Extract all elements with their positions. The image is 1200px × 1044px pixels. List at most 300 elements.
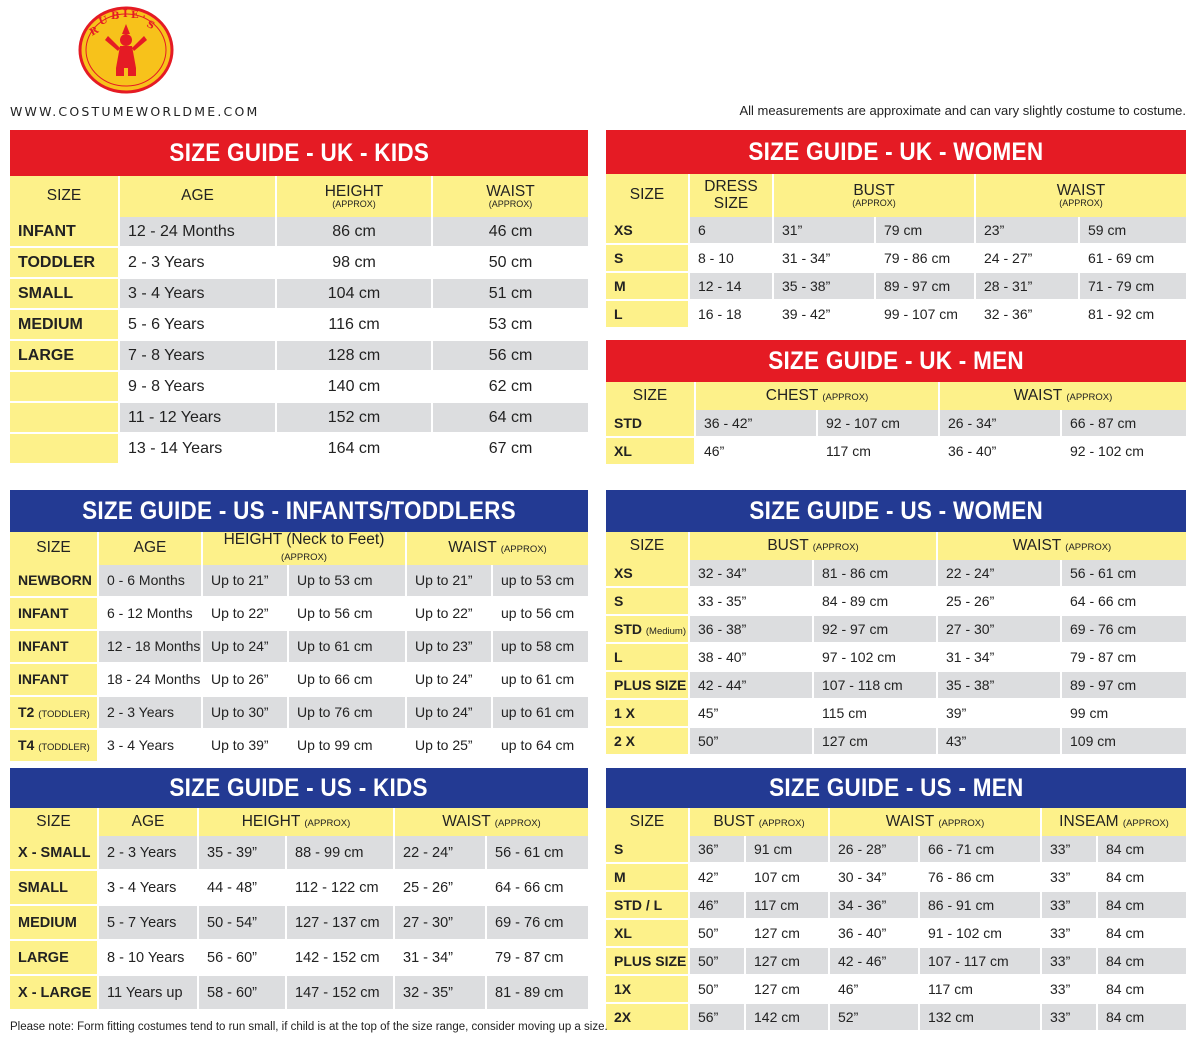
table-row	[10, 565, 588, 598]
table-row	[10, 730, 588, 763]
size-label: X - SMALL	[10, 836, 99, 871]
table-cell: 127 - 137 cm	[287, 906, 395, 941]
table-cell: 22 - 24”	[395, 836, 487, 871]
header-waist: WAIST (APPROX)	[830, 808, 1042, 836]
table-cell: 11 - 12 Years	[120, 403, 277, 434]
table-cell: Up to 53 cm	[289, 565, 407, 598]
table-cell: 117 cm	[920, 976, 1042, 1004]
size-label: 1 X	[606, 700, 690, 728]
website-url[interactable]: WWW.COSTUMEWORLDME.COM	[10, 104, 260, 119]
header-waist: WAIST (APPROX)	[940, 382, 1186, 410]
size-label: MEDIUM	[10, 310, 120, 341]
size-label: M	[606, 864, 690, 892]
size-label: SMALL	[10, 871, 99, 906]
size-label: NEWBORN	[10, 565, 99, 598]
table-cell: 84 cm	[1098, 1004, 1186, 1032]
table-cell: up to 58 cm	[493, 631, 588, 664]
size-label: TODDLER	[10, 248, 120, 279]
table-cell: 98 cm	[277, 248, 433, 279]
table-cell: 12 - 18 Months	[99, 631, 203, 664]
table-cell: 39 - 42”	[774, 301, 876, 329]
table-cell: 115 cm	[814, 700, 938, 728]
table-cell: 79 - 87 cm	[1062, 644, 1186, 672]
size-label: XL	[606, 920, 690, 948]
header-size: SIZE	[10, 808, 99, 836]
table-cell: 50”	[690, 920, 746, 948]
table-cell: 33”	[1042, 920, 1098, 948]
table-cell: 32 - 34”	[690, 560, 814, 588]
size-label: LARGE	[10, 341, 120, 372]
table-row	[606, 560, 1186, 588]
table-cell: 104 cm	[277, 279, 433, 310]
us-men-title: SIZE GUIDE - US - MEN	[606, 768, 1186, 808]
table-cell: 18 - 24 Months	[99, 664, 203, 697]
size-label: INFANT	[10, 598, 99, 631]
uk-women-panel	[606, 130, 1186, 329]
table-row	[606, 245, 1186, 273]
table-row	[606, 864, 1186, 892]
table-cell: 140 cm	[277, 372, 433, 403]
header-size: SIZE	[606, 532, 690, 560]
table-cell: 25 - 26”	[938, 588, 1062, 616]
table-cell: 6 - 12 Months	[99, 598, 203, 631]
size-label: LARGE	[10, 941, 99, 976]
size-label: M	[606, 273, 690, 301]
table-cell: 69 - 76 cm	[487, 906, 588, 941]
us-infants-table	[10, 532, 588, 763]
us-women-title: SIZE GUIDE - US - WOMEN	[606, 490, 1186, 532]
header-bust: BUST (APPROX)	[774, 174, 976, 217]
uk-women-table	[606, 174, 1186, 329]
header-inseam: INSEAM (APPROX)	[1042, 808, 1186, 836]
table-row	[10, 217, 588, 248]
table-cell: 50 - 54”	[199, 906, 287, 941]
table-cell: 142 cm	[746, 1004, 830, 1032]
table-cell: 12 - 14	[690, 273, 774, 301]
table-cell: 11 Years up	[99, 976, 199, 1011]
us-men-panel	[606, 768, 1186, 1032]
table-cell: 36”	[690, 836, 746, 864]
table-cell: 42 - 46”	[830, 948, 920, 976]
table-cell: 79 cm	[876, 217, 976, 245]
table-cell: 36 - 40”	[830, 920, 920, 948]
table-cell: 42”	[690, 864, 746, 892]
table-cell: Up to 24”	[407, 697, 493, 730]
table-cell: Up to 76 cm	[289, 697, 407, 730]
size-label: PLUS SIZE	[606, 948, 690, 976]
size-label: L	[606, 301, 690, 329]
table-cell: 30 - 34”	[830, 864, 920, 892]
table-cell: 12 - 24 Months	[120, 217, 277, 248]
table-cell: 24 - 27”	[976, 245, 1080, 273]
table-cell: 22 - 24”	[938, 560, 1062, 588]
table-row	[606, 410, 1186, 438]
table-row	[10, 434, 588, 465]
table-cell: 25 - 26”	[395, 871, 487, 906]
table-cell: 33”	[1042, 836, 1098, 864]
table-cell: 31 - 34”	[395, 941, 487, 976]
header-waist: WAIST (APPROX)	[433, 176, 588, 217]
header-age: AGE	[120, 176, 277, 217]
table-cell: 38 - 40”	[690, 644, 814, 672]
table-cell: 50”	[690, 976, 746, 1004]
table-row	[606, 920, 1186, 948]
table-row	[606, 976, 1186, 1004]
table-row	[10, 310, 588, 341]
uk-kids-table	[10, 176, 588, 465]
table-cell: 59 cm	[1080, 217, 1186, 245]
table-cell: 89 - 97 cm	[1062, 672, 1186, 700]
table-cell: 31 - 34”	[774, 245, 876, 273]
disclaimer-text: All measurements are approximate and can vary slightly costume to costume.	[739, 103, 1186, 118]
table-cell: 132 cm	[920, 1004, 1042, 1032]
header-age: AGE	[99, 532, 203, 565]
us-men-table	[606, 808, 1186, 1032]
table-cell: 92 - 97 cm	[814, 616, 938, 644]
table-cell: 33”	[1042, 976, 1098, 1004]
table-cell: 33”	[1042, 1004, 1098, 1032]
size-label: INFANT	[10, 664, 99, 697]
table-cell: 79 - 86 cm	[876, 245, 976, 273]
uk-women-title: SIZE GUIDE - UK - WOMEN	[606, 130, 1186, 174]
table-cell: 147 - 152 cm	[287, 976, 395, 1011]
footer-note: Please note: Form fitting costumes tend to run small, if child is at the top of the size range, consider moving up a size.	[10, 1021, 608, 1033]
table-row	[606, 672, 1186, 700]
table-cell: 56 cm	[433, 341, 588, 372]
table-cell: up to 64 cm	[493, 730, 588, 763]
header-size: SIZE	[10, 532, 99, 565]
table-cell: 84 cm	[1098, 976, 1186, 1004]
table-row	[10, 836, 588, 871]
table-cell: Up to 26”	[203, 664, 289, 697]
table-cell: 64 - 66 cm	[1062, 588, 1186, 616]
table-cell: 52”	[830, 1004, 920, 1032]
table-cell: 3 - 4 Years	[99, 730, 203, 763]
table-cell: 8 - 10	[690, 245, 774, 273]
table-cell: 23”	[976, 217, 1080, 245]
table-cell: 9 - 8 Years	[120, 372, 277, 403]
table-cell: 84 cm	[1098, 836, 1186, 864]
table-cell: 39”	[938, 700, 1062, 728]
table-cell: 99 - 107 cm	[876, 301, 976, 329]
table-cell: 51 cm	[433, 279, 588, 310]
table-row	[10, 279, 588, 310]
header-height: HEIGHT (Neck to Feet) (APPROX)	[203, 532, 407, 565]
header-height: HEIGHT (APPROX)	[199, 808, 395, 836]
table-cell: Up to 24”	[407, 664, 493, 697]
svg-text:I: I	[123, 9, 128, 20]
table-cell: 44 - 48”	[199, 871, 287, 906]
table-cell: 7 - 8 Years	[120, 341, 277, 372]
table-row	[606, 217, 1186, 245]
table-cell: 56 - 61 cm	[1062, 560, 1186, 588]
table-row	[606, 588, 1186, 616]
svg-text:': '	[140, 14, 147, 26]
table-cell: 46”	[830, 976, 920, 1004]
table-row	[10, 598, 588, 631]
size-label: MEDIUM	[10, 906, 99, 941]
size-label: STD / L	[606, 892, 690, 920]
table-cell: 28 - 31”	[976, 273, 1080, 301]
size-label: INFANT	[10, 631, 99, 664]
table-row	[10, 871, 588, 906]
table-cell: 0 - 6 Months	[99, 565, 203, 598]
table-cell: 89 - 97 cm	[876, 273, 976, 301]
table-cell: Up to 66 cm	[289, 664, 407, 697]
table-cell: 84 cm	[1098, 948, 1186, 976]
table-cell: 33”	[1042, 948, 1098, 976]
table-cell: 33”	[1042, 864, 1098, 892]
uk-men-panel	[606, 340, 1186, 466]
table-row	[10, 341, 588, 372]
table-row	[606, 700, 1186, 728]
table-cell: 53 cm	[433, 310, 588, 341]
table-cell: 81 - 92 cm	[1080, 301, 1186, 329]
table-row	[606, 728, 1186, 756]
table-cell: 91 cm	[746, 836, 830, 864]
table-cell: 84 - 89 cm	[814, 588, 938, 616]
table-cell: 127 cm	[746, 976, 830, 1004]
table-cell: 56 - 60”	[199, 941, 287, 976]
table-row	[606, 301, 1186, 329]
table-row	[606, 836, 1186, 864]
table-row	[10, 631, 588, 664]
table-cell: 5 - 7 Years	[99, 906, 199, 941]
table-cell: 97 - 102 cm	[814, 644, 938, 672]
size-label: INFANT	[10, 217, 120, 248]
table-cell: 33”	[1042, 892, 1098, 920]
table-cell: 81 - 89 cm	[487, 976, 588, 1011]
table-cell: 152 cm	[277, 403, 433, 434]
table-cell: Up to 22”	[203, 598, 289, 631]
table-cell: 84 cm	[1098, 864, 1186, 892]
table-cell: Up to 30”	[203, 697, 289, 730]
table-cell: 127 cm	[746, 920, 830, 948]
header-bust: BUST (APPROX)	[690, 532, 938, 560]
table-row	[10, 941, 588, 976]
uk-men-title: SIZE GUIDE - UK - MEN	[606, 340, 1186, 382]
svg-text:U: U	[97, 14, 110, 28]
table-cell: 31 - 34”	[938, 644, 1062, 672]
table-cell: Up to 25”	[407, 730, 493, 763]
uk-kids-title: SIZE GUIDE - UK - KIDS	[10, 130, 588, 176]
size-label: 2 X	[606, 728, 690, 756]
table-cell: 50”	[690, 948, 746, 976]
table-cell: Up to 21”	[203, 565, 289, 598]
table-cell: 46”	[690, 892, 746, 920]
table-row	[606, 644, 1186, 672]
table-cell: 36 - 40”	[940, 438, 1062, 466]
table-cell: 58 - 60”	[199, 976, 287, 1011]
size-label	[10, 434, 120, 465]
table-row	[10, 697, 588, 730]
table-cell: 27 - 30”	[395, 906, 487, 941]
table-cell: 62 cm	[433, 372, 588, 403]
table-cell: 116 cm	[277, 310, 433, 341]
table-cell: 117 cm	[818, 438, 940, 466]
table-cell: 26 - 34”	[940, 410, 1062, 438]
size-label: XS	[606, 217, 690, 245]
table-cell: Up to 99 cm	[289, 730, 407, 763]
size-label: T2 (TODDLER)	[10, 697, 99, 730]
svg-text:E: E	[131, 10, 139, 21]
table-cell: 36 - 42”	[696, 410, 818, 438]
table-cell: 112 - 122 cm	[287, 871, 395, 906]
table-cell: up to 61 cm	[493, 664, 588, 697]
table-cell: 64 cm	[433, 403, 588, 434]
size-label: STD (Medium)	[606, 616, 690, 644]
table-cell: 3 - 4 Years	[99, 871, 199, 906]
table-row	[10, 976, 588, 1011]
table-row	[606, 438, 1186, 466]
us-kids-table	[10, 808, 588, 1011]
table-cell: 127 cm	[746, 948, 830, 976]
header-size: SIZE	[10, 176, 120, 217]
table-row	[606, 948, 1186, 976]
table-cell: 69 - 76 cm	[1062, 616, 1186, 644]
table-cell: Up to 39”	[203, 730, 289, 763]
table-cell: 86 - 91 cm	[920, 892, 1042, 920]
table-cell: 33 - 35”	[690, 588, 814, 616]
table-cell: 64 - 66 cm	[487, 871, 588, 906]
size-label	[10, 372, 120, 403]
table-cell: 26 - 28”	[830, 836, 920, 864]
table-cell: 142 - 152 cm	[287, 941, 395, 976]
table-cell: 8 - 10 Years	[99, 941, 199, 976]
table-cell: 81 - 86 cm	[814, 560, 938, 588]
size-label: S	[606, 245, 690, 273]
table-row	[10, 906, 588, 941]
table-cell: 34 - 36”	[830, 892, 920, 920]
table-cell: Up to 56 cm	[289, 598, 407, 631]
table-cell: 61 - 69 cm	[1080, 245, 1186, 273]
header-height: HEIGHT (APPROX)	[277, 176, 433, 217]
table-cell: 3 - 4 Years	[120, 279, 277, 310]
header-chest: CHEST (APPROX)	[696, 382, 940, 410]
table-cell: 164 cm	[277, 434, 433, 465]
table-cell: 2 - 3 Years	[99, 836, 199, 871]
table-row	[10, 403, 588, 434]
table-cell: 92 - 102 cm	[1062, 438, 1186, 466]
size-label: 1X	[606, 976, 690, 1004]
table-cell: 2 - 3 Years	[99, 697, 203, 730]
header-waist: WAIST (APPROX)	[976, 174, 1186, 217]
table-cell: 107 - 117 cm	[920, 948, 1042, 976]
table-cell: 43”	[938, 728, 1062, 756]
table-cell: 66 - 71 cm	[920, 836, 1042, 864]
table-cell: Up to 21”	[407, 565, 493, 598]
size-label: XL	[606, 438, 696, 466]
table-cell: 45”	[690, 700, 814, 728]
table-cell: 107 - 118 cm	[814, 672, 938, 700]
table-cell: 107 cm	[746, 864, 830, 892]
uk-kids-panel	[10, 130, 588, 465]
table-cell: 127 cm	[814, 728, 938, 756]
table-row	[10, 372, 588, 403]
us-infants-panel	[10, 490, 588, 763]
size-label: S	[606, 836, 690, 864]
table-cell: Up to 23”	[407, 631, 493, 664]
header-age: AGE	[99, 808, 199, 836]
table-cell: 35 - 39”	[199, 836, 287, 871]
header-waist: WAIST (APPROX)	[395, 808, 588, 836]
table-cell: 46”	[696, 438, 818, 466]
size-label: L	[606, 644, 690, 672]
size-label: PLUS SIZE	[606, 672, 690, 700]
table-cell: up to 61 cm	[493, 697, 588, 730]
table-cell: 117 cm	[746, 892, 830, 920]
table-cell: 5 - 6 Years	[120, 310, 277, 341]
table-row	[10, 664, 588, 697]
table-cell: 56 - 61 cm	[487, 836, 588, 871]
rubies-logo	[78, 6, 174, 94]
table-cell: Up to 24”	[203, 631, 289, 664]
table-cell: 128 cm	[277, 341, 433, 372]
table-cell: 84 cm	[1098, 892, 1186, 920]
table-cell: 84 cm	[1098, 920, 1186, 948]
table-cell: 32 - 35”	[395, 976, 487, 1011]
header-waist: WAIST (APPROX)	[407, 532, 588, 565]
size-label: X - LARGE	[10, 976, 99, 1011]
size-label: SMALL	[10, 279, 120, 310]
header-size: SIZE	[606, 382, 696, 410]
table-cell: 32 - 36”	[976, 301, 1080, 329]
table-row	[606, 1004, 1186, 1032]
us-women-panel	[606, 490, 1186, 756]
svg-text:S: S	[144, 18, 157, 33]
table-cell: 31”	[774, 217, 876, 245]
table-cell: 50”	[690, 728, 814, 756]
table-cell: up to 56 cm	[493, 598, 588, 631]
table-row	[606, 616, 1186, 644]
table-cell: 79 - 87 cm	[487, 941, 588, 976]
table-row	[606, 273, 1186, 301]
table-cell: 13 - 14 Years	[120, 434, 277, 465]
uk-men-table	[606, 382, 1186, 466]
header-waist: WAIST (APPROX)	[938, 532, 1186, 560]
table-cell: 2 - 3 Years	[120, 248, 277, 279]
table-cell: 99 cm	[1062, 700, 1186, 728]
table-cell: 56”	[690, 1004, 746, 1032]
table-cell: 109 cm	[1062, 728, 1186, 756]
size-label	[10, 403, 120, 434]
table-cell: 36 - 38”	[690, 616, 814, 644]
table-cell: up to 53 cm	[493, 565, 588, 598]
svg-text:B: B	[111, 11, 120, 22]
table-cell: Up to 61 cm	[289, 631, 407, 664]
table-cell: 35 - 38”	[938, 672, 1062, 700]
table-row	[10, 248, 588, 279]
table-cell: 42 - 44”	[690, 672, 814, 700]
table-cell: 66 - 87 cm	[1062, 410, 1186, 438]
table-cell: 50 cm	[433, 248, 588, 279]
header-size: SIZE	[606, 174, 690, 217]
us-kids-title: SIZE GUIDE - US - KIDS	[10, 768, 588, 808]
table-cell: 71 - 79 cm	[1080, 273, 1186, 301]
table-cell: 91 - 102 cm	[920, 920, 1042, 948]
table-row	[606, 892, 1186, 920]
size-label: STD	[606, 410, 696, 438]
size-label: T4 (TODDLER)	[10, 730, 99, 763]
table-cell: 27 - 30”	[938, 616, 1062, 644]
table-cell: 6	[690, 217, 774, 245]
table-cell: 35 - 38”	[774, 273, 876, 301]
table-cell: 76 - 86 cm	[920, 864, 1042, 892]
us-women-table	[606, 532, 1186, 756]
table-cell: 67 cm	[433, 434, 588, 465]
header-size: SIZE	[606, 808, 690, 836]
header-dress-size: DRESS SIZE	[690, 174, 774, 217]
